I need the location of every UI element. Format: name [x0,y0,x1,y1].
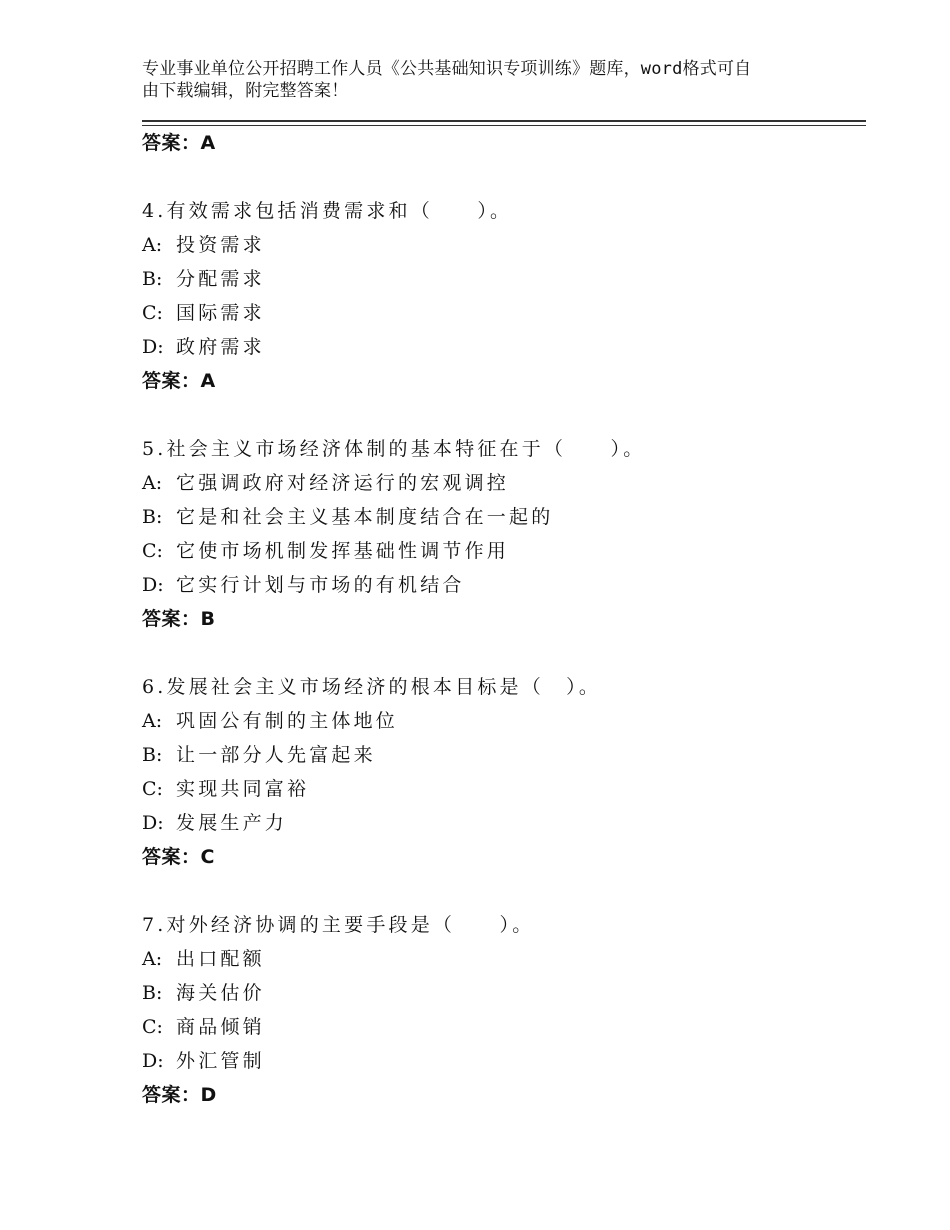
answer-line: 答案：B [142,608,216,630]
option-letter: A: [142,472,163,494]
answer-line: 答案：A [142,370,216,392]
spacer [142,874,862,908]
option-text: 分配需求 [176,268,265,290]
option-d [142,806,862,840]
option-a [142,942,862,976]
option-a [142,704,862,738]
option-text: 它是和社会主义基本制度结合在一起的 [176,506,554,528]
document-header [142,58,842,102]
question-block-6 [142,670,862,874]
option-letter: C: [142,302,163,324]
option-a [142,466,862,500]
option-text: 投资需求 [176,234,265,256]
option-text: 海关估价 [176,982,265,1004]
answer-line: 答案：D [142,1084,217,1106]
option-d [142,568,862,602]
option-text: 商品倾销 [176,1016,265,1038]
option-b [142,500,862,534]
option-c [142,534,862,568]
option-a [142,228,862,262]
option-text: 国际需求 [176,302,265,324]
question-stem: 7.对外经济协调的主要手段是（ ）。 [142,914,535,936]
header-line-2: 由下载编辑，附完整答案！ [142,81,349,101]
option-letter: D: [142,812,164,834]
option-b [142,262,862,296]
option-d [142,1044,862,1078]
option-c [142,296,862,330]
question-block-4 [142,194,862,398]
option-letter: C: [142,778,163,800]
option-letter: C: [142,540,163,562]
option-letter: A: [142,710,163,732]
option-text: 实现共同富裕 [176,778,310,800]
option-text: 发展生产力 [176,812,288,834]
option-letter: A: [142,948,163,970]
option-text: 让一部分人先富起来 [176,744,376,766]
option-text: 它强调政府对经济运行的宏观调控 [176,472,510,494]
spacer [142,160,862,194]
header-rule-thick [142,120,866,122]
option-text: 它实行计划与市场的有机结合 [176,574,465,596]
option-d [142,330,862,364]
option-text: 政府需求 [176,336,265,358]
option-b [142,976,862,1010]
header-line-1: 专业事业单位公开招聘工作人员《公共基础知识专项训练》题库，word格式可自 [142,59,752,79]
option-text: 它使市场机制发挥基础性调节作用 [176,540,510,562]
question-stem: 4.有效需求包括消费需求和（ ）。 [142,200,513,222]
question-list [142,126,862,1112]
option-text: 巩固公有制的主体地位 [176,710,399,732]
answer-line: 答案：A [142,132,216,154]
option-b [142,738,862,772]
question-stem: 6.发展社会主义市场经济的根本目标是（ ）。 [142,676,602,698]
option-c [142,772,862,806]
option-letter: D: [142,574,164,596]
option-text: 出口配额 [176,948,265,970]
question-stem: 5.社会主义市场经济体制的基本特征在于（ ）。 [142,438,646,460]
option-letter: B: [142,268,163,290]
spacer [142,636,862,670]
option-letter: D: [142,1050,164,1072]
question-block-7 [142,908,862,1112]
answer-line: 答案：C [142,846,215,868]
option-letter: B: [142,982,163,1004]
option-letter: A: [142,234,163,256]
option-c [142,1010,862,1044]
option-letter: B: [142,744,163,766]
option-text: 外汇管制 [176,1050,265,1072]
option-letter: B: [142,506,163,528]
question-block-5 [142,432,862,636]
option-letter: D: [142,336,164,358]
spacer [142,398,862,432]
option-letter: C: [142,1016,163,1038]
